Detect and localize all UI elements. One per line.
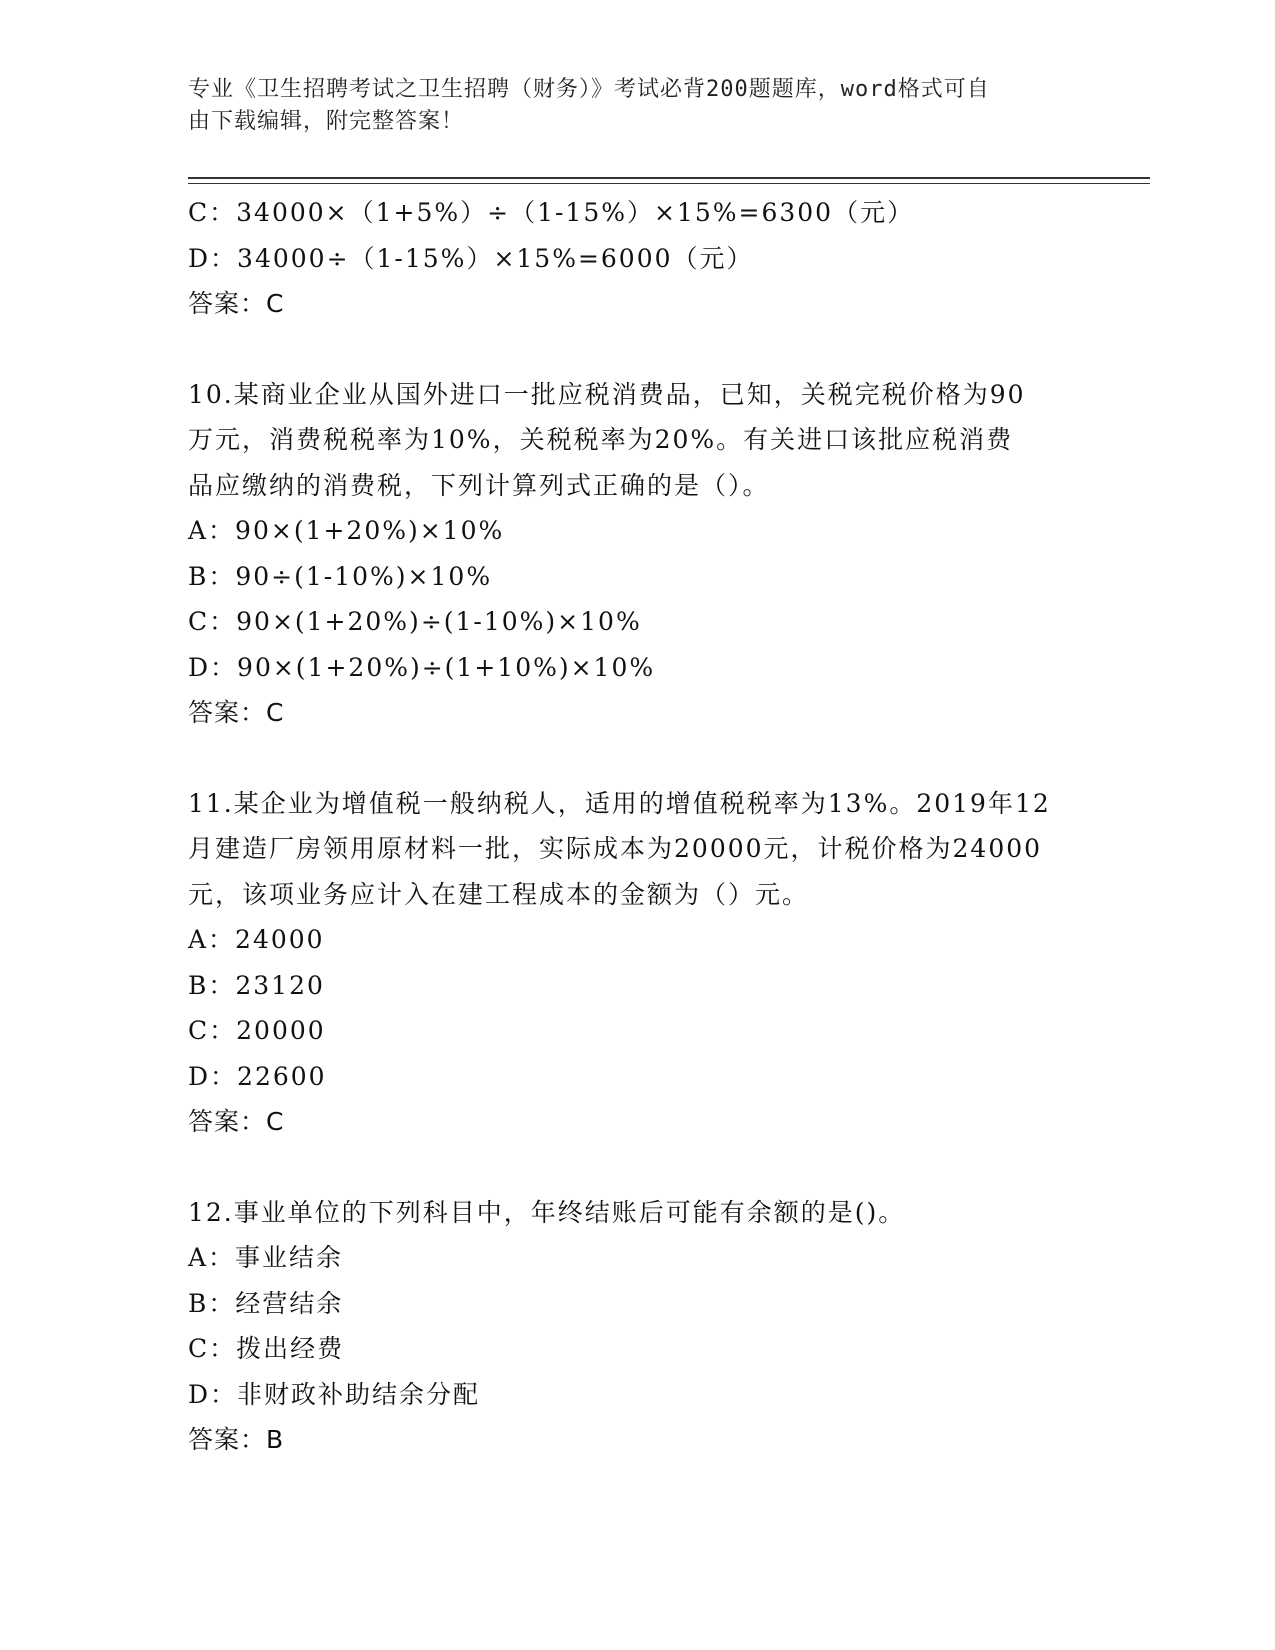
document-header bbox=[188, 74, 1068, 138]
option-c: C：拨出经费 bbox=[188, 1334, 345, 1363]
option-a: A：事业结余 bbox=[188, 1243, 344, 1272]
question-stem-line: 10.某商业企业从国外进口一批应税消费品，已知，关税完税价格为90 bbox=[188, 379, 1026, 409]
question-stem-line: 元，该项业务应计入在建工程成本的金额为（）元。 bbox=[188, 879, 810, 909]
answer-line: 答案：B bbox=[188, 1425, 285, 1454]
option-d: D：34000÷（1-15%）×15%=6000（元） bbox=[188, 243, 754, 273]
option-b: B：经营结余 bbox=[188, 1288, 344, 1318]
question-12 bbox=[188, 1190, 1088, 1463]
answer-line: 答案：C bbox=[188, 698, 285, 727]
option-b: B：90÷(1-10%)×10% bbox=[188, 561, 493, 591]
option-c: C：20000 bbox=[188, 1016, 326, 1045]
question-stem-line: 万元，消费税税率为10%，关税税率为20%。有关进口该批应税消费 bbox=[188, 425, 1014, 454]
option-b: B：23120 bbox=[188, 970, 325, 1000]
question-11 bbox=[188, 781, 1088, 1145]
option-d: D：90×(1+20%)÷(1+10%)×10% bbox=[188, 652, 656, 682]
header-line-1: 专业《卫生招聘考试之卫生招聘（财务）》考试必背200题题库，word格式可自 bbox=[188, 77, 990, 102]
question-content bbox=[188, 190, 1088, 1463]
question-stem-line: 品应缴纳的消费税，下列计算列式正确的是（）。 bbox=[188, 470, 770, 500]
option-a: A：24000 bbox=[188, 925, 325, 954]
option-d: D：22600 bbox=[188, 1061, 327, 1091]
answer-line: 答案：C bbox=[188, 1107, 285, 1136]
answer-line: 答案：C bbox=[188, 289, 285, 318]
header-rule-thin bbox=[188, 183, 1150, 184]
option-a: A：90×(1+20%)×10% bbox=[188, 516, 505, 545]
question-stem-line: 月建造厂房领用原材料一批，实际成本为20000元，计税价格为24000 bbox=[188, 834, 1043, 863]
question-stem-line: 12.事业单位的下列科目中，年终结账后可能有余额的是()。 bbox=[188, 1197, 906, 1227]
question-10 bbox=[188, 372, 1088, 736]
header-rule-thick bbox=[188, 177, 1150, 179]
question-stem-line: 11.某企业为增值税一般纳税人，适用的增值税税率为13%。2019年12 bbox=[188, 788, 1051, 818]
option-c: C：90×(1+20%)÷(1-10%)×10% bbox=[188, 607, 642, 636]
continuation-block bbox=[188, 190, 1088, 327]
option-d: D：非财政补助结余分配 bbox=[188, 1379, 481, 1409]
option-c: C：34000×（1+5%）÷（1-15%）×15%=6300（元） bbox=[188, 198, 915, 227]
header-line-2: 由下载编辑，附完整答案！ bbox=[188, 109, 465, 134]
